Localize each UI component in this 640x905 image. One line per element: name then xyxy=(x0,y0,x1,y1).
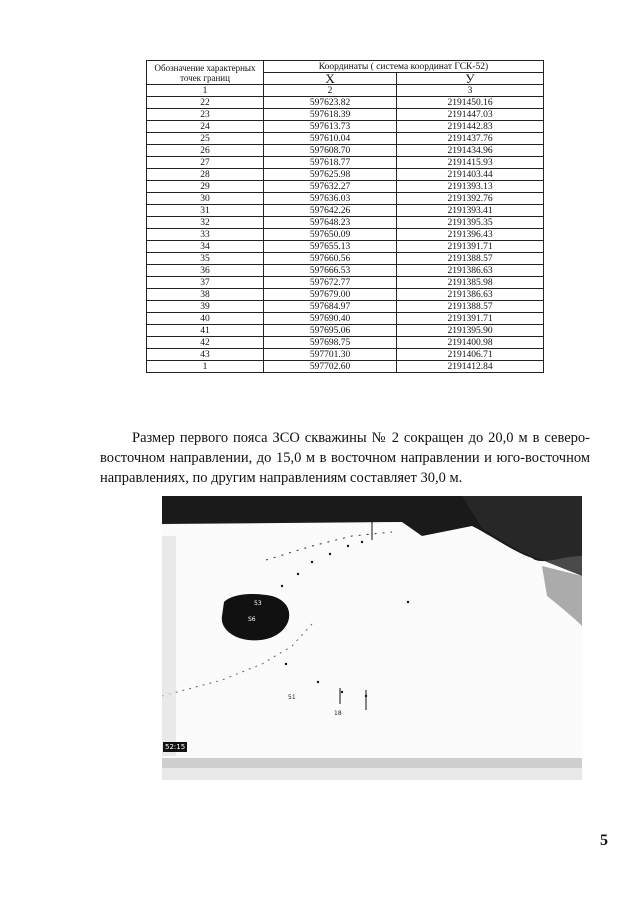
map-graphic xyxy=(162,496,582,780)
y-coordinate-cell: 2191396.43 xyxy=(397,229,544,241)
table-row xyxy=(147,337,544,349)
table-row xyxy=(147,313,544,325)
table-row xyxy=(147,181,544,193)
table-row xyxy=(147,325,544,337)
y-coordinate-cell: 2191450.16 xyxy=(397,97,544,109)
point-number-cell: 43 xyxy=(147,349,264,361)
y-coordinate-cell: 2191395.35 xyxy=(397,217,544,229)
table-row xyxy=(147,169,544,181)
header-x: X xyxy=(264,73,397,85)
point-number-cell: 40 xyxy=(147,313,264,325)
x-coordinate-cell: 597618.39 xyxy=(264,109,397,121)
map-label: 18 xyxy=(334,710,342,717)
table-row xyxy=(147,217,544,229)
point-number-cell: 23 xyxy=(147,109,264,121)
point-number-cell: 33 xyxy=(147,229,264,241)
y-coordinate-cell: 2191388.57 xyxy=(397,253,544,265)
point-number-cell: 27 xyxy=(147,157,264,169)
header-y: У xyxy=(397,73,544,85)
y-coordinate-cell: 2191391.71 xyxy=(397,313,544,325)
x-coordinate-cell: 597679.00 xyxy=(264,289,397,301)
point-number-cell: 30 xyxy=(147,193,264,205)
x-coordinate-cell: 597660.56 xyxy=(264,253,397,265)
y-coordinate-cell: 2191412.84 xyxy=(397,361,544,373)
point-number-cell: 39 xyxy=(147,301,264,313)
table-row xyxy=(147,349,544,361)
y-coordinate-cell: 2191403.44 xyxy=(397,169,544,181)
y-coordinate-cell: 2191393.13 xyxy=(397,181,544,193)
x-coordinate-cell: 597666.53 xyxy=(264,265,397,277)
x-coordinate-cell: 597698.75 xyxy=(264,337,397,349)
y-coordinate-cell: 2191393.41 xyxy=(397,205,544,217)
column-number: 2 xyxy=(264,85,397,97)
table-row xyxy=(147,97,544,109)
map-gray-area-right xyxy=(542,566,582,626)
point-number-cell: 35 xyxy=(147,253,264,265)
x-coordinate-cell: 597618.77 xyxy=(264,157,397,169)
table-row xyxy=(147,145,544,157)
x-coordinate-cell: 597613.73 xyxy=(264,121,397,133)
x-coordinate-cell: 597623.82 xyxy=(264,97,397,109)
point-number-cell: 31 xyxy=(147,205,264,217)
point-number-cell: 38 xyxy=(147,289,264,301)
point-number-cell: 26 xyxy=(147,145,264,157)
point-number-cell: 37 xyxy=(147,277,264,289)
header-coordinates: Координаты ( система координат ГСК-52) xyxy=(264,61,544,73)
page-number: 5 xyxy=(600,832,608,849)
table-row xyxy=(147,301,544,313)
y-coordinate-cell: 2191434.96 xyxy=(397,145,544,157)
y-coordinate-cell: 2191392.76 xyxy=(397,193,544,205)
y-coordinate-cell: 2191391.71 xyxy=(397,241,544,253)
point-number-cell: 36 xyxy=(147,265,264,277)
point-number-cell: 29 xyxy=(147,181,264,193)
table-row xyxy=(147,361,544,373)
table-row xyxy=(147,157,544,169)
map-left-edge xyxy=(162,536,176,756)
x-coordinate-cell: 597695.06 xyxy=(264,325,397,337)
map-bottom-edge xyxy=(162,768,582,780)
y-coordinate-cell: 2191447.03 xyxy=(397,109,544,121)
y-coordinate-cell: 2191385.98 xyxy=(397,277,544,289)
map-dark-area-right xyxy=(462,496,582,576)
column-number-row xyxy=(147,85,544,97)
x-coordinate-cell: 597648.23 xyxy=(264,217,397,229)
map-points xyxy=(281,541,409,697)
x-coordinate-cell: 597608.70 xyxy=(264,145,397,157)
y-coordinate-cell: 2191437.76 xyxy=(397,133,544,145)
point-number-cell: 22 xyxy=(147,97,264,109)
table-row xyxy=(147,265,544,277)
zso-description-paragraph: Размер первого пояса ЗСО скважины № 2 сокращен до 20,0 м в северо-восточном направлении, до 15,0 м в восточном направлении и юго-восточном направлениях, по другим направлениям составляет 30,0 м. xyxy=(100,430,590,486)
table-row xyxy=(147,289,544,301)
x-coordinate-cell: 597636.03 xyxy=(264,193,397,205)
x-coordinate-cell: 597701.30 xyxy=(264,349,397,361)
table-row xyxy=(147,229,544,241)
table-row xyxy=(147,133,544,145)
x-coordinate-cell: 597655.13 xyxy=(264,241,397,253)
map-label: S6 xyxy=(248,616,256,623)
table-row xyxy=(147,205,544,217)
table-row xyxy=(147,253,544,265)
y-coordinate-cell: 2191388.57 xyxy=(397,301,544,313)
table-row xyxy=(147,193,544,205)
x-coordinate-cell: 597650.09 xyxy=(264,229,397,241)
map-bottom-strip xyxy=(162,758,582,768)
point-number-cell: 28 xyxy=(147,169,264,181)
x-coordinate-cell: 597642.26 xyxy=(264,205,397,217)
point-number-cell: 42 xyxy=(147,337,264,349)
column-number: 3 xyxy=(397,85,544,97)
table-row xyxy=(147,241,544,253)
y-coordinate-cell: 2191406.71 xyxy=(397,349,544,361)
x-coordinate-cell: 597625.98 xyxy=(264,169,397,181)
point-number-cell: 32 xyxy=(147,217,264,229)
map-label: 53 xyxy=(254,600,262,607)
point-number-cell: 1 xyxy=(147,361,264,373)
point-number-cell: 34 xyxy=(147,241,264,253)
map-boundary-line-top xyxy=(266,532,392,560)
map-label: 51 xyxy=(288,694,296,701)
map-timestamp: 52:15 xyxy=(165,743,186,751)
table-row xyxy=(147,121,544,133)
header-point-name: Обозначение характерных точек границ xyxy=(147,61,264,85)
x-coordinate-cell: 597632.27 xyxy=(264,181,397,193)
table-row xyxy=(147,109,544,121)
map-ticks xyxy=(340,522,372,710)
point-number-cell: 41 xyxy=(147,325,264,337)
y-coordinate-cell: 2191400.98 xyxy=(397,337,544,349)
y-coordinate-cell: 2191395.90 xyxy=(397,325,544,337)
point-number-cell: 25 xyxy=(147,133,264,145)
y-coordinate-cell: 2191415.93 xyxy=(397,157,544,169)
x-coordinate-cell: 597702.60 xyxy=(264,361,397,373)
coordinates-table xyxy=(146,60,544,373)
site-map-image xyxy=(162,496,582,780)
table-row xyxy=(147,277,544,289)
x-coordinate-cell: 597672.77 xyxy=(264,277,397,289)
column-number: 1 xyxy=(147,85,264,97)
x-coordinate-cell: 597690.40 xyxy=(264,313,397,325)
x-coordinate-cell: 597610.04 xyxy=(264,133,397,145)
point-number-cell: 24 xyxy=(147,121,264,133)
x-coordinate-cell: 597684.97 xyxy=(264,301,397,313)
y-coordinate-cell: 2191386.63 xyxy=(397,289,544,301)
y-coordinate-cell: 2191386.63 xyxy=(397,265,544,277)
y-coordinate-cell: 2191442.83 xyxy=(397,121,544,133)
